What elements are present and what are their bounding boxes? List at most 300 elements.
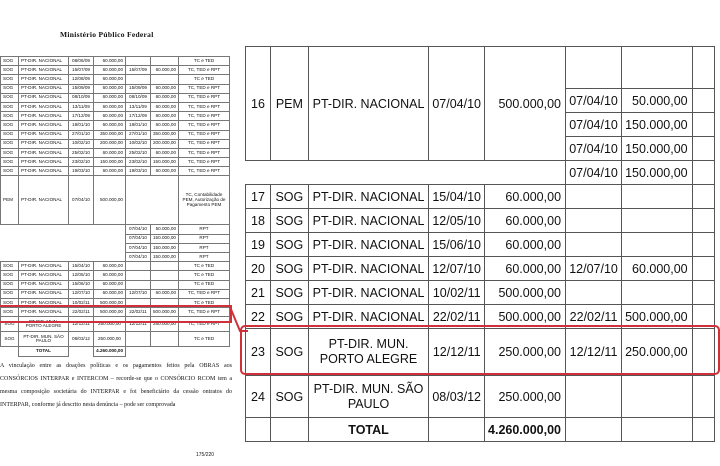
table-cell: SOG bbox=[1, 121, 19, 130]
table-cell bbox=[566, 418, 622, 442]
zoomed-highlight-box bbox=[240, 325, 720, 375]
table-cell bbox=[622, 418, 693, 442]
table-cell bbox=[308, 161, 429, 185]
table-cell: 60.000,00 bbox=[151, 84, 179, 93]
table-row bbox=[246, 418, 715, 442]
table-cell: PT-DIR. NACIONAL bbox=[19, 75, 69, 84]
table-cell: 10/02/11 bbox=[429, 281, 485, 305]
table-cell: TC e TED bbox=[179, 332, 230, 347]
table-cell: PT-DIR. NACIONAL bbox=[19, 66, 69, 75]
table-cell: 150.000,00 bbox=[622, 161, 693, 185]
table-cell bbox=[179, 347, 230, 356]
table-cell bbox=[622, 209, 693, 233]
table-cell bbox=[126, 280, 151, 289]
table-cell: 12/12/11 bbox=[429, 329, 485, 376]
table-cell bbox=[126, 262, 151, 271]
table-cell: 150.000,00 bbox=[94, 158, 126, 167]
table-cell: 250.000,00 bbox=[485, 329, 566, 376]
table-cell: PT-DIR. NACIONAL bbox=[308, 209, 429, 233]
table-cell: 60.000,00 bbox=[151, 102, 179, 111]
table-cell: 13/11/09 bbox=[69, 102, 94, 111]
table-cell: 60.000,00 bbox=[485, 257, 566, 281]
table-cell: 27/01/10 bbox=[69, 130, 94, 139]
table-cell bbox=[151, 347, 179, 356]
table-cell: PT-DIR. NACIONAL bbox=[19, 280, 69, 289]
table-cell bbox=[126, 347, 151, 356]
table-cell: 60.000,00 bbox=[94, 289, 126, 298]
table-cell bbox=[19, 253, 69, 262]
table-cell: 13/11/09 bbox=[126, 102, 151, 111]
table-cell: 10/02/11 bbox=[69, 298, 94, 307]
table-cell bbox=[429, 161, 485, 185]
table-cell: PT-DIR. NACIONAL bbox=[19, 93, 69, 102]
table-cell: TC, TED e RPT bbox=[179, 93, 230, 102]
table-cell: 07/04/10 bbox=[126, 243, 151, 252]
table-cell: PT-DIR. NACIONAL bbox=[19, 262, 69, 271]
table-cell: SOG bbox=[270, 305, 308, 329]
table-cell: SOG bbox=[270, 209, 308, 233]
table-cell: SOG bbox=[1, 84, 19, 93]
table-cell: 60.000,00 bbox=[485, 185, 566, 209]
table-cell: SOG bbox=[1, 158, 19, 167]
table-cell: 15/04/10 bbox=[429, 185, 485, 209]
table-cell: 60.000,00 bbox=[94, 121, 126, 130]
table-cell: 350.000,00 bbox=[94, 130, 126, 139]
table-cell: 60.000,00 bbox=[94, 167, 126, 176]
table-cell bbox=[246, 418, 271, 442]
table-cell: 18 bbox=[246, 209, 271, 233]
table-cell: 60.000,00 bbox=[94, 66, 126, 75]
table-cell: 150.000,00 bbox=[151, 243, 179, 252]
table-cell bbox=[622, 281, 693, 305]
table-cell bbox=[692, 137, 714, 161]
table-row bbox=[1, 130, 230, 139]
table-cell: 500.000,00 bbox=[485, 47, 566, 161]
table-cell bbox=[94, 225, 126, 234]
table-cell: PT-DIR. NACIONAL bbox=[19, 158, 69, 167]
table-cell: TC e TED bbox=[179, 75, 230, 84]
table-cell: PT-DIR. NACIONAL bbox=[308, 185, 429, 209]
table-cell: TC, TED e RPT bbox=[179, 112, 230, 121]
table-cell bbox=[1, 243, 19, 252]
table-cell: 22/02/11 bbox=[429, 305, 485, 329]
table-cell bbox=[151, 262, 179, 271]
table-cell: PEM bbox=[1, 176, 19, 225]
table-cell bbox=[151, 57, 179, 66]
table-cell: PT-DIR. NACIONAL bbox=[19, 57, 69, 66]
table-cell: TC, TED e RPT bbox=[179, 102, 230, 111]
table-cell: RPT bbox=[179, 225, 230, 234]
table-cell: TC, TED e RPT bbox=[179, 317, 230, 332]
table-cell: 150.000,00 bbox=[151, 234, 179, 243]
table-cell: 07/04/10 bbox=[566, 161, 622, 185]
table-cell: TC, Contabilidade PEM, Autorização de Pagamento PEM bbox=[179, 176, 230, 225]
table-cell bbox=[692, 257, 714, 281]
table-cell bbox=[69, 253, 94, 262]
table-cell: 60.000,00 bbox=[151, 66, 179, 75]
table-cell bbox=[692, 376, 714, 418]
table-cell: 50.000,00 bbox=[151, 225, 179, 234]
table-cell: SOG bbox=[1, 317, 19, 332]
table-cell: SOG bbox=[270, 376, 308, 418]
table-row bbox=[246, 281, 715, 305]
table-cell bbox=[622, 376, 693, 418]
table-cell: SOG bbox=[1, 271, 19, 280]
table-row bbox=[1, 332, 230, 347]
table-cell: 12/07/10 bbox=[566, 257, 622, 281]
table-cell: PT-DIR. NACIONAL bbox=[19, 130, 69, 139]
table-row bbox=[246, 209, 715, 233]
table-cell bbox=[270, 161, 308, 185]
table-cell: 350.000,00 bbox=[151, 130, 179, 139]
table-cell: PT-DIR. NACIONAL bbox=[19, 148, 69, 157]
table-row bbox=[1, 167, 230, 176]
table-cell bbox=[151, 332, 179, 347]
table-cell: 60.000,00 bbox=[485, 233, 566, 257]
table-cell bbox=[94, 234, 126, 243]
table-cell: 07/04/10 bbox=[69, 176, 94, 225]
table-cell: TC, TED e RPT bbox=[179, 167, 230, 176]
document-paragraph: A vinculação entre as doações políticas e os pagamentos feitos pela OBRAS aos CONSÓRCIOS INTERPAR e INTERCOM – recorde-se que o CONSÓRCIO RCOM tem a mesma composição societária do INTERPAR e foi beneficiário da cessão ontratos do INTERPAR, conforme já descrito nesta denúncia – pode ser comprovada bbox=[0, 363, 232, 408]
table-cell: SOG bbox=[270, 257, 308, 281]
table-cell: SOG bbox=[1, 289, 19, 298]
table-cell: 23/02/10 bbox=[69, 158, 94, 167]
table-cell: 12/05/10 bbox=[69, 271, 94, 280]
table-cell bbox=[126, 176, 151, 225]
table-cell bbox=[622, 47, 693, 89]
table-cell: SOG bbox=[1, 298, 19, 307]
table-cell: TOTAL bbox=[308, 418, 429, 442]
table-cell: 12/12/11 bbox=[126, 317, 151, 332]
table-cell: 60.000,00 bbox=[94, 262, 126, 271]
table-cell bbox=[1, 253, 19, 262]
table-cell: SOG bbox=[1, 167, 19, 176]
table-cell: 60.000,00 bbox=[94, 93, 126, 102]
table-cell: 500.000,00 bbox=[622, 305, 693, 329]
table-cell: 12/12/11 bbox=[69, 317, 94, 332]
table-cell: PT-DIR. NACIONAL bbox=[19, 121, 69, 130]
table-cell: TC, TED e RPT bbox=[179, 289, 230, 298]
table-cell bbox=[69, 234, 94, 243]
table-cell: TOTAL bbox=[19, 347, 69, 356]
table-cell: 60.000,00 bbox=[151, 93, 179, 102]
table-cell: PT-DIR. NACIONAL bbox=[308, 257, 429, 281]
table-cell: 150.000,00 bbox=[151, 158, 179, 167]
table-cell bbox=[485, 161, 566, 185]
table-cell: PT-DIR. NACIONAL bbox=[308, 281, 429, 305]
table-cell: 15/06/10 bbox=[429, 233, 485, 257]
table-cell bbox=[622, 233, 693, 257]
table-cell: 10/02/10 bbox=[69, 139, 94, 148]
table-cell bbox=[19, 234, 69, 243]
table-cell: 20 bbox=[246, 257, 271, 281]
table-cell: 12/05/10 bbox=[429, 209, 485, 233]
table-cell: 24 bbox=[246, 376, 271, 418]
table-cell: 15/09/09 bbox=[126, 84, 151, 93]
table-cell: RPT bbox=[179, 234, 230, 243]
table-cell: 60.000,00 bbox=[151, 148, 179, 157]
table-cell: 07/04/10 bbox=[126, 234, 151, 243]
table-cell: 18/01/10 bbox=[126, 121, 151, 130]
table-row bbox=[1, 75, 230, 84]
table-cell: 12/08/09 bbox=[69, 75, 94, 84]
table-cell: PT-DIR. NACIONAL bbox=[19, 176, 69, 225]
table-cell: PT-DIR. NACIONAL bbox=[19, 167, 69, 176]
table-cell: PT-DIR. MUN. SÃO PAULO bbox=[308, 376, 429, 418]
table-row bbox=[246, 161, 715, 185]
table-cell bbox=[151, 280, 179, 289]
table-cell: PT-DIR. NACIONAL bbox=[19, 289, 69, 298]
table-row bbox=[1, 102, 230, 111]
table-cell: 19 bbox=[246, 233, 271, 257]
table-row bbox=[1, 253, 230, 262]
table-cell: 60.000,00 bbox=[94, 280, 126, 289]
table-cell bbox=[692, 233, 714, 257]
table-cell: 60.000,00 bbox=[94, 148, 126, 157]
table-cell: 22/02/11 bbox=[566, 305, 622, 329]
table-cell: TC e TED bbox=[179, 298, 230, 307]
table-cell: TC e TED bbox=[179, 271, 230, 280]
table-cell: 23/02/10 bbox=[126, 158, 151, 167]
table-cell bbox=[19, 243, 69, 252]
table-cell: 150.000,00 bbox=[622, 137, 693, 161]
thumbnail-highlight-box bbox=[0, 305, 232, 323]
table-cell: SOG bbox=[270, 281, 308, 305]
table-cell bbox=[19, 225, 69, 234]
table-cell bbox=[692, 113, 714, 137]
document-page-thumbnail bbox=[0, 0, 243, 466]
table-cell: SOG bbox=[1, 102, 19, 111]
table-cell: 15/06/10 bbox=[69, 280, 94, 289]
table-cell: 07/04/10 bbox=[126, 225, 151, 234]
table-cell: TC, TED e RPT bbox=[179, 139, 230, 148]
table-cell: 4.260.000,00 bbox=[94, 347, 126, 356]
table-cell bbox=[69, 347, 94, 356]
table-row bbox=[1, 176, 230, 225]
table-cell: 16 bbox=[246, 47, 271, 161]
table-cell: 07/04/10 bbox=[126, 253, 151, 262]
table-cell: TC, TED e RPT bbox=[179, 66, 230, 75]
table-cell: TC e TED bbox=[179, 57, 230, 66]
table-cell: TC, TED e RPT bbox=[179, 158, 230, 167]
table-cell: 18/01/10 bbox=[69, 121, 94, 130]
table-cell: 08/06/09 bbox=[69, 57, 94, 66]
table-cell: 200.000,00 bbox=[151, 139, 179, 148]
table-cell bbox=[429, 418, 485, 442]
table-cell bbox=[566, 233, 622, 257]
table-cell: 500.000,00 bbox=[485, 305, 566, 329]
table-cell: 200.000,00 bbox=[94, 139, 126, 148]
table-cell: PT-DIR. MUN. PORTO ALEGRE bbox=[308, 329, 429, 376]
table-cell: 12/07/10 bbox=[69, 289, 94, 298]
table-cell: 15/07/09 bbox=[126, 66, 151, 75]
table-cell: 12/07/10 bbox=[429, 257, 485, 281]
table-cell: SOG bbox=[1, 148, 19, 157]
table-cell bbox=[566, 47, 622, 89]
table-cell: SOG bbox=[1, 280, 19, 289]
table-cell: PT-DIR. NACIONAL bbox=[19, 298, 69, 307]
table-cell: 12/12/11 bbox=[566, 329, 622, 376]
table-cell bbox=[151, 75, 179, 84]
table-row bbox=[1, 121, 230, 130]
table-cell: 07/04/10 bbox=[566, 113, 622, 137]
table-cell: 07/04/10 bbox=[566, 89, 622, 113]
table-cell: TC, TED e RPT bbox=[179, 84, 230, 93]
table-cell bbox=[566, 185, 622, 209]
table-cell: TC, TED e RPT bbox=[179, 148, 230, 157]
table-row bbox=[1, 148, 230, 157]
table-cell bbox=[94, 253, 126, 262]
table-row bbox=[1, 112, 230, 121]
table-cell: SOG bbox=[270, 329, 308, 376]
table-cell bbox=[692, 281, 714, 305]
table-cell: 150.000,00 bbox=[151, 253, 179, 262]
table-cell bbox=[692, 161, 714, 185]
table-row bbox=[246, 233, 715, 257]
table-cell: 60.000,00 bbox=[151, 167, 179, 176]
table-cell: 08/10/09 bbox=[69, 93, 94, 102]
table-cell: PT-DIR. NACIONAL bbox=[19, 102, 69, 111]
table-cell: 60.000,00 bbox=[94, 84, 126, 93]
table-cell bbox=[126, 332, 151, 347]
table-row bbox=[1, 158, 230, 167]
table-cell: 150.000,00 bbox=[622, 113, 693, 137]
table-cell bbox=[566, 281, 622, 305]
table-cell: SOG bbox=[1, 75, 19, 84]
table-row bbox=[1, 234, 230, 243]
table-cell: PT-DIR. NACIONAL bbox=[308, 305, 429, 329]
table-cell: 12/07/10 bbox=[126, 289, 151, 298]
table-cell bbox=[151, 176, 179, 225]
table-cell: PT-DIR. NACIONAL bbox=[19, 308, 69, 317]
table-cell: 17 bbox=[246, 185, 271, 209]
table-cell: 15/07/09 bbox=[69, 66, 94, 75]
table-cell: 500.000,00 bbox=[94, 308, 126, 317]
table-cell: PT-DIR. NACIONAL bbox=[19, 271, 69, 280]
table-cell: PEM bbox=[270, 47, 308, 161]
table-cell: SOG bbox=[1, 57, 19, 66]
table-cell: 08/10/09 bbox=[126, 93, 151, 102]
table-row bbox=[1, 243, 230, 252]
table-row bbox=[1, 347, 230, 356]
table-row bbox=[246, 257, 715, 281]
table-cell bbox=[692, 209, 714, 233]
table-cell bbox=[692, 185, 714, 209]
table-cell: SOG bbox=[270, 185, 308, 209]
table-cell: 22/02/11 bbox=[126, 308, 151, 317]
table-cell: TC, TED e RPT bbox=[179, 130, 230, 139]
table-row bbox=[1, 289, 230, 298]
table-cell: 60.000,00 bbox=[94, 102, 126, 111]
table-cell: 60.000,00 bbox=[151, 121, 179, 130]
table-cell: RPT bbox=[179, 243, 230, 252]
table-cell: 50.000,00 bbox=[622, 89, 693, 113]
table-cell: TC e TED bbox=[179, 262, 230, 271]
table-cell: PT-DIR. NACIONAL bbox=[308, 47, 429, 161]
table-cell bbox=[1, 225, 19, 234]
document-header: Ministério Público Federal bbox=[60, 30, 154, 39]
table-cell: SOG bbox=[1, 262, 19, 271]
table-cell bbox=[1, 234, 19, 243]
table-cell: 250.000,00 bbox=[151, 317, 179, 332]
table-row bbox=[246, 185, 715, 209]
table-row bbox=[1, 139, 230, 148]
table-cell bbox=[692, 418, 714, 442]
table-cell: 500.000,00 bbox=[151, 308, 179, 317]
table-cell: 250.000,00 bbox=[622, 329, 693, 376]
table-cell bbox=[246, 161, 271, 185]
table-cell: 60.000,00 bbox=[151, 112, 179, 121]
table-cell: 19/03/10 bbox=[126, 167, 151, 176]
table-cell: PT-DIR. MUN. PORTO ALEGRE bbox=[19, 317, 69, 332]
table-cell: 60.000,00 bbox=[151, 289, 179, 298]
zoomed-table bbox=[245, 46, 715, 442]
table-cell bbox=[692, 47, 714, 89]
table-row bbox=[1, 66, 230, 75]
table-cell: 07/04/10 bbox=[566, 137, 622, 161]
table-cell: PT-DIR. NACIONAL bbox=[19, 112, 69, 121]
table-cell: 08/03/12 bbox=[69, 332, 94, 347]
table-cell: 60.000,00 bbox=[94, 75, 126, 84]
table-row bbox=[1, 84, 230, 93]
table-cell: RPT bbox=[179, 253, 230, 262]
table-row bbox=[1, 93, 230, 102]
table-cell: 22 bbox=[246, 305, 271, 329]
table-row bbox=[1, 225, 230, 234]
table-cell bbox=[1, 347, 19, 356]
table-cell: PT-DIR. NACIONAL bbox=[19, 139, 69, 148]
page-number: 175/220 bbox=[196, 452, 215, 458]
table-cell: SOG bbox=[1, 332, 19, 347]
table-cell: 250.000,00 bbox=[94, 332, 126, 347]
table-row bbox=[1, 280, 230, 289]
table-cell: SOG bbox=[1, 112, 19, 121]
table-cell: 27/01/10 bbox=[126, 130, 151, 139]
table-row bbox=[1, 262, 230, 271]
table-cell: 15/09/09 bbox=[69, 84, 94, 93]
table-cell bbox=[69, 225, 94, 234]
table-cell: 4.260.000,00 bbox=[485, 418, 566, 442]
table-cell: 10/02/10 bbox=[126, 139, 151, 148]
table-cell: TC e TED bbox=[179, 280, 230, 289]
table-row bbox=[1, 57, 230, 66]
table-cell bbox=[126, 75, 151, 84]
table-row bbox=[246, 47, 715, 89]
table-cell: PT-DIR. NACIONAL bbox=[308, 233, 429, 257]
table-cell: 60.000,00 bbox=[485, 209, 566, 233]
table-cell bbox=[126, 57, 151, 66]
table-cell: 60.000,00 bbox=[94, 57, 126, 66]
table-cell: 07/04/10 bbox=[429, 47, 485, 161]
table-cell: SOG bbox=[1, 66, 19, 75]
table-cell: PT-DIR. NACIONAL bbox=[19, 84, 69, 93]
table-cell: 08/03/12 bbox=[429, 376, 485, 418]
table-cell: 22/02/11 bbox=[69, 308, 94, 317]
table-cell: SOG bbox=[1, 139, 19, 148]
table-cell: 500.000,00 bbox=[94, 176, 126, 225]
table-cell: 17/12/09 bbox=[126, 112, 151, 121]
table-cell: TC, TED e RPT bbox=[179, 308, 230, 317]
table-cell bbox=[94, 243, 126, 252]
table-cell bbox=[126, 271, 151, 280]
table-cell: PT-DIR. MUN. SÃO PAULO bbox=[19, 332, 69, 347]
table-cell: 23 bbox=[246, 329, 271, 376]
table-cell: 60.000,00 bbox=[94, 112, 126, 121]
table-row bbox=[1, 271, 230, 280]
table-cell: 250.000,00 bbox=[94, 317, 126, 332]
table-cell: 500.000,00 bbox=[94, 298, 126, 307]
table-cell: 25/02/10 bbox=[69, 148, 94, 157]
